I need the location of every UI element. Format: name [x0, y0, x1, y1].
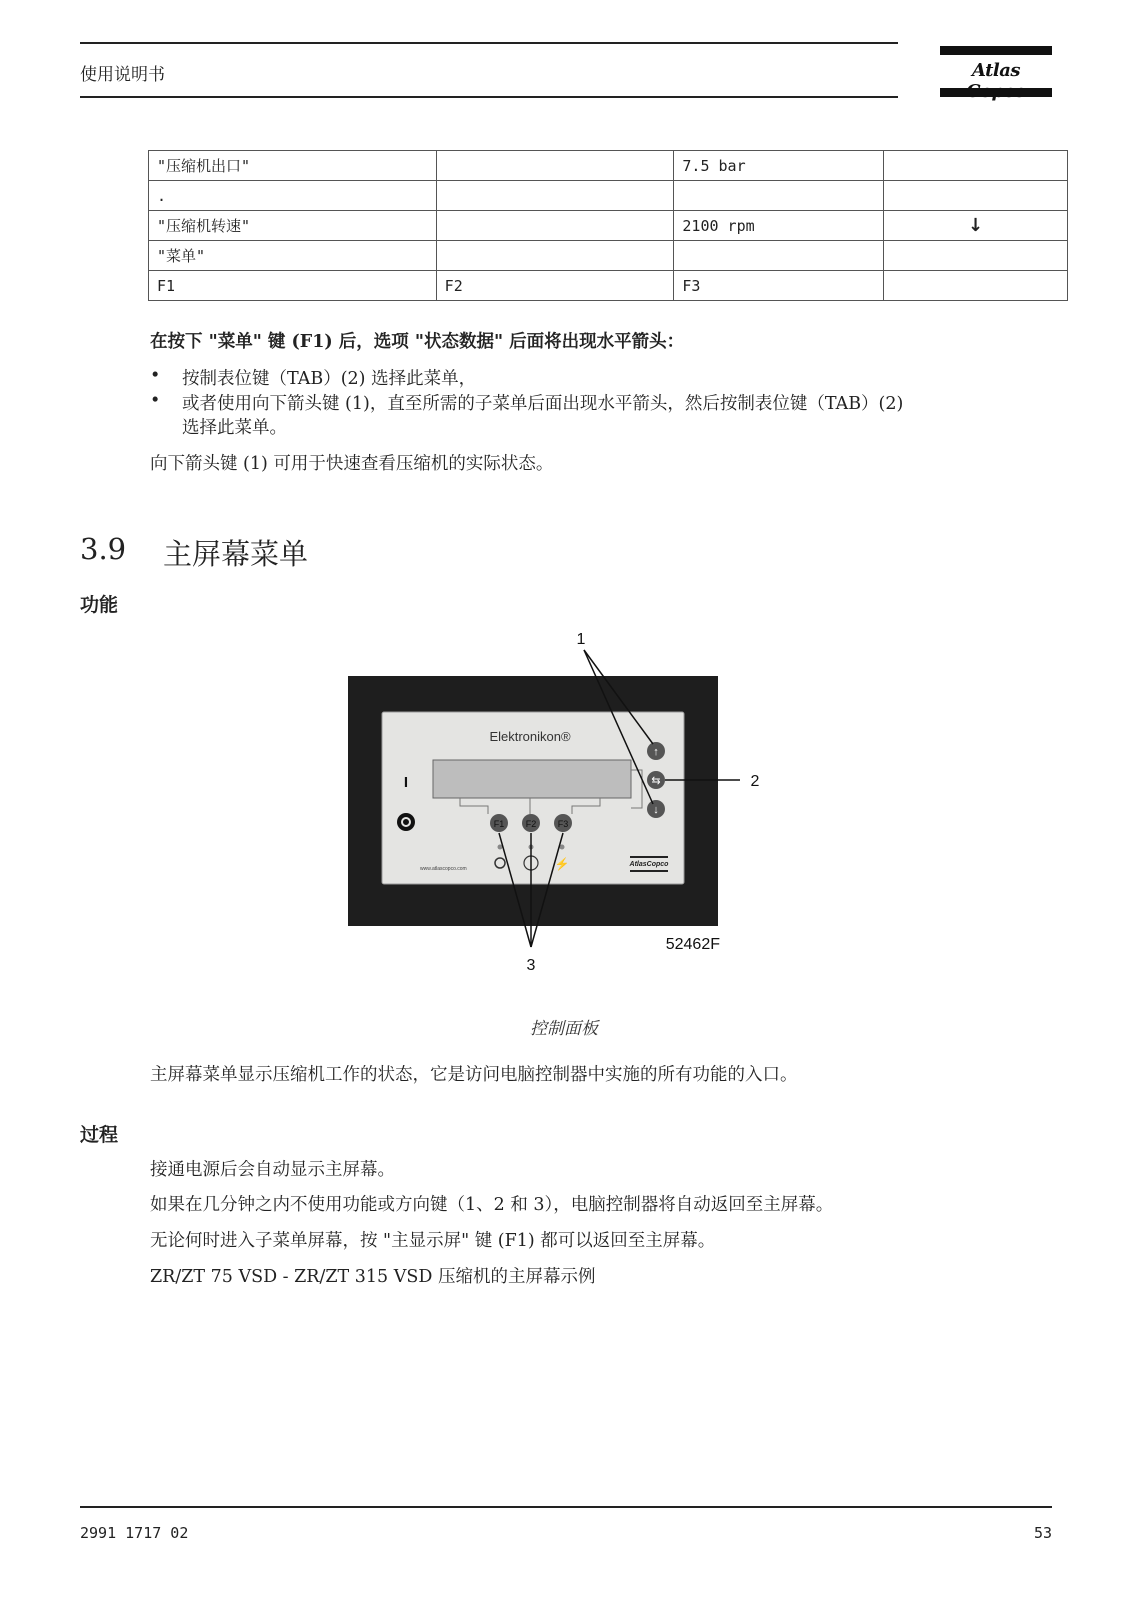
panel-url: www.atlascopco.com	[420, 866, 467, 872]
control-panel-figure	[340, 620, 770, 980]
function-heading: 功能	[80, 594, 119, 616]
table-cell	[674, 181, 884, 211]
figure-code: 52462F	[665, 936, 720, 953]
table-cell: F1	[149, 271, 437, 301]
footer-rule	[80, 1506, 1052, 1508]
document-number: 2991 1717 02	[80, 1524, 189, 1542]
process-heading: 过程	[80, 1124, 119, 1146]
table-cell: F3	[674, 271, 884, 301]
table-cell: F2	[436, 271, 674, 301]
down-arrow-note: 向下箭头键 (1) 可用于快速查看压缩机的实际状态。	[150, 454, 554, 474]
callout-3: 3	[526, 957, 536, 974]
panel-logo: AtlasCopco	[629, 861, 669, 868]
callout-1: 1	[576, 631, 586, 648]
bullet-marker: •	[150, 391, 161, 411]
f3-key-label: F3	[557, 819, 569, 829]
start-button-icon: I	[403, 774, 409, 791]
table-cell	[436, 241, 674, 271]
table-row	[149, 211, 1068, 241]
f1-key-label: F1	[493, 819, 505, 829]
up-arrow-icon: ↑	[653, 746, 659, 758]
f2-key-label: F2	[525, 819, 537, 829]
table-cell: "压缩机转速"	[149, 211, 437, 241]
table-row	[149, 181, 1068, 211]
lcd-display	[433, 760, 631, 798]
stop-button-icon	[397, 813, 415, 831]
process-line: 如果在几分钟之内不使用功能或方向键（1、2 和 3），电脑控制器将自动返回至主屏幕。	[150, 1195, 834, 1215]
logo-text: Atlas	[971, 60, 1021, 81]
table-cell: "压缩机出口"	[149, 151, 437, 181]
figure-caption: 控制面板	[530, 1019, 598, 1039]
header-bottom-rule	[80, 96, 898, 98]
table-cell	[884, 271, 1068, 301]
table-cell	[436, 151, 674, 181]
section-number: 3.9	[80, 532, 127, 566]
table-row	[149, 241, 1068, 271]
table-row	[149, 151, 1068, 181]
table-cell	[884, 241, 1068, 271]
process-line: 接通电源后会自动显示主屏幕。	[150, 1160, 395, 1180]
function-text: 主屏幕菜单显示压缩机工作的状态，它是访问电脑控制器中实施的所有功能的入口。	[150, 1065, 798, 1085]
header-top-rule	[80, 42, 898, 44]
table-cell: 7.5 bar	[674, 151, 884, 181]
tab-icon: ⇆	[651, 775, 661, 787]
status-data-table	[148, 150, 1068, 301]
instruction-heading: 在按下 "菜单" 键 (F1) 后，选项 "状态数据" 后面将出现水平箭头：	[150, 332, 685, 352]
down-arrow-icon: ↓	[653, 804, 659, 816]
section-title: 主屏幕菜单	[163, 537, 309, 571]
callout-2: 2	[750, 773, 760, 790]
process-line: ZR/ZT 75 VSD - ZR/ZT 315 VSD 压缩机的主屏幕示例	[150, 1267, 596, 1287]
table-cell: "菜单"	[149, 241, 437, 271]
table-cell	[884, 151, 1068, 181]
voltage-icon: ⚡	[554, 857, 570, 871]
table-cell	[436, 181, 674, 211]
bullet-item: 按制表位键（TAB）(2) 选择此菜单，	[182, 369, 477, 389]
table-cell	[436, 211, 674, 241]
table-cell: .	[149, 181, 437, 211]
table-row	[149, 271, 1068, 301]
table-cell	[884, 181, 1068, 211]
bullet-marker: •	[150, 366, 161, 386]
down-arrow-icon: ↓	[884, 211, 1068, 241]
bullet-item: 或者使用向下箭头键 (1)，直至所需的子菜单后面出现水平箭头，然后按制表位键（TAB）(2)	[182, 394, 904, 414]
table-cell: 2100 rpm	[674, 211, 884, 241]
table-cell	[674, 241, 884, 271]
page-number: 53	[1033, 1524, 1052, 1542]
panel-brand: Elektronikon®	[489, 729, 571, 744]
header-title: 使用说明书	[80, 65, 165, 85]
process-line: 无论何时进入子菜单屏幕，按 "主显示屏" 键 (F1) 都可以返回至主屏幕。	[150, 1231, 716, 1251]
bullet-item-continuation: 选择此菜单。	[182, 418, 287, 438]
atlas-copco-logo	[940, 46, 1052, 102]
